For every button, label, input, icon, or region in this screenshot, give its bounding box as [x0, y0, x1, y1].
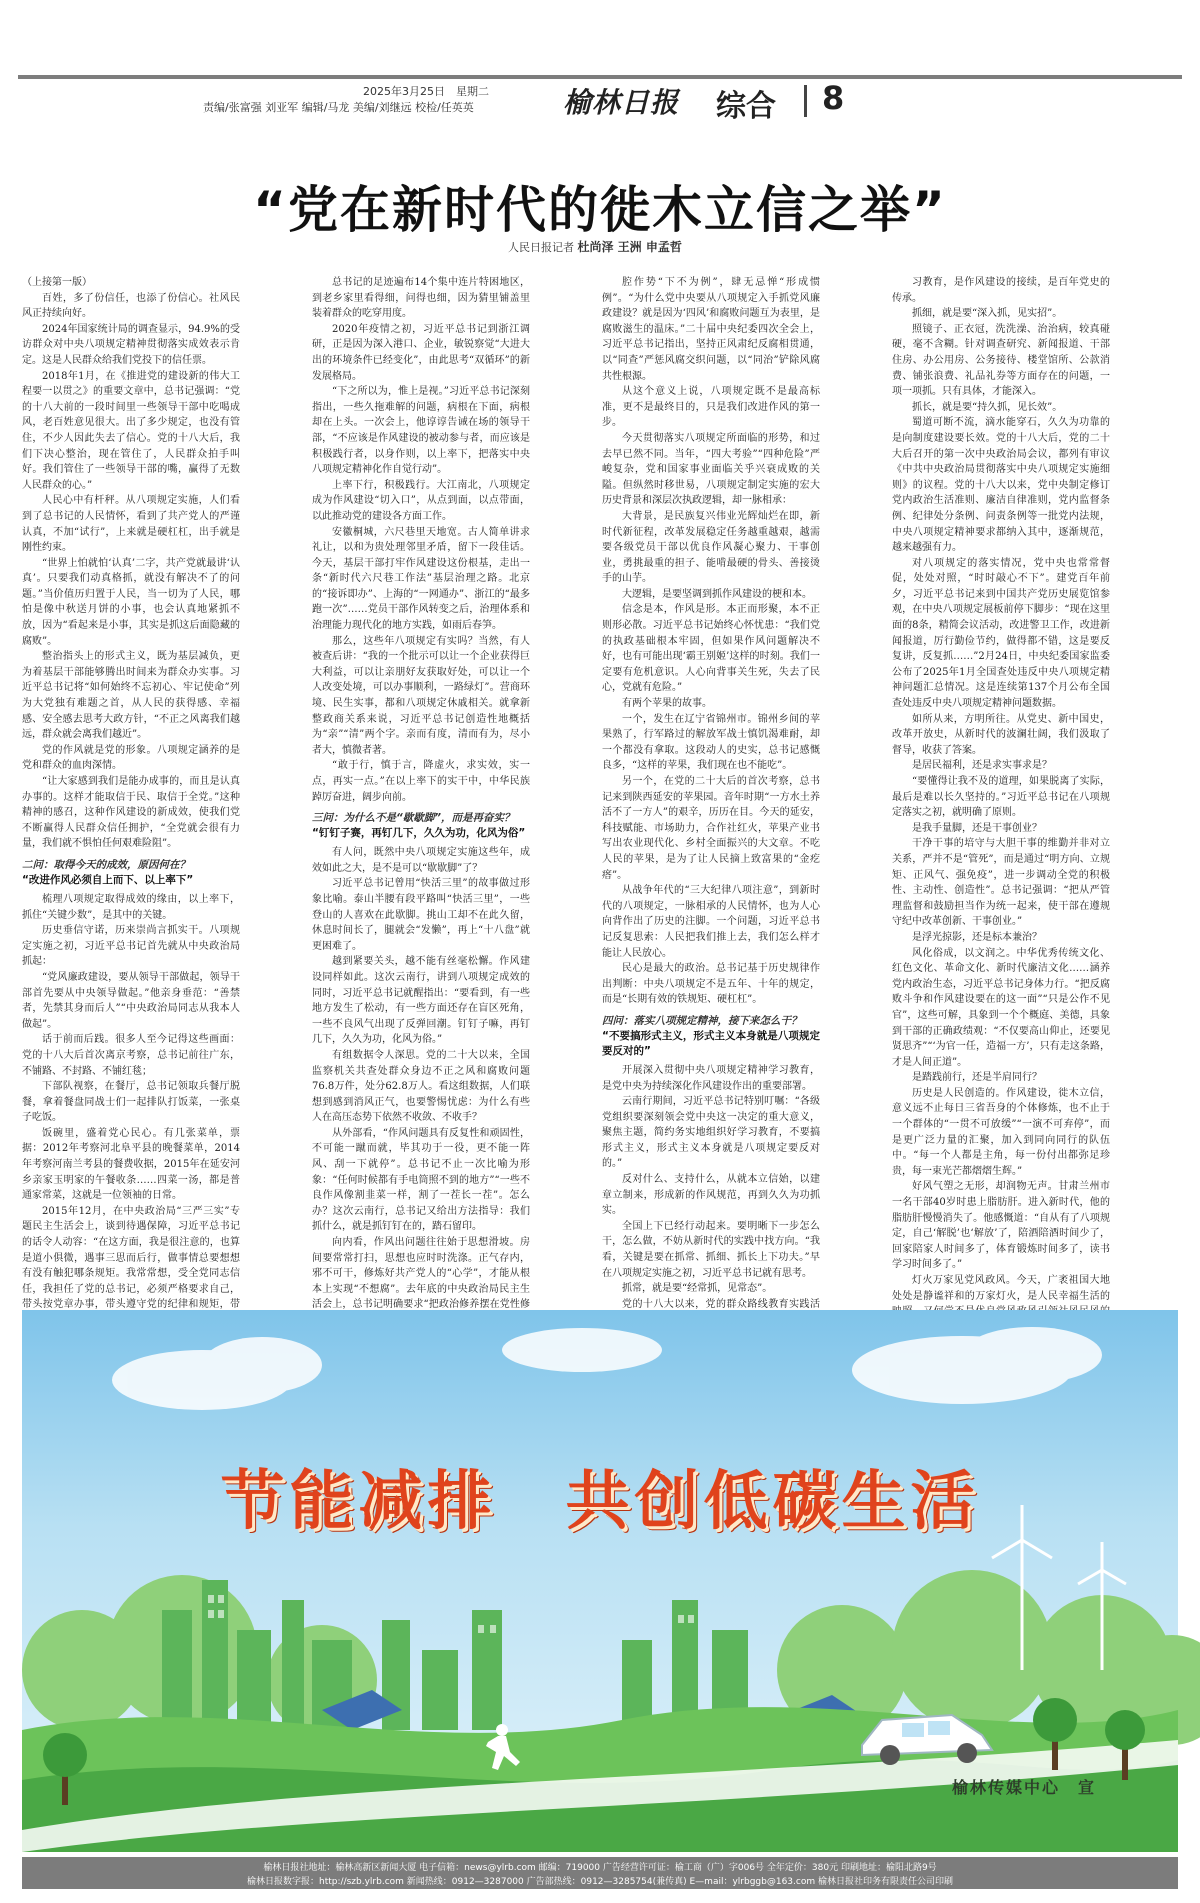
- subheading-question: 四问：落实八项规定精神，接下来怎么干？: [602, 1014, 802, 1027]
- article-paragraph: 是踏践前行，还是半肩同行？: [912, 1072, 1042, 1084]
- article-paragraph: 照镜子、正衣冠，洗洗澡、治治病，较真碰硬，毫不含糊。针对调查研究、新闻报道、干部住房、办公用房、公务接待、楼堂馆所、公款消费、铺张浪费、礼品礼券等方面存在的问题，一项一项抓。只有具体，才能深入。: [892, 323, 1110, 398]
- article-paragraph: 梳理八项规定取得成效的缘由，以上率下，抓住“关键少数”，是其中的关键。: [22, 893, 240, 921]
- article-paragraph: 云南行期间，习近平总书记特别叮嘱：“各级党组织要深刻领会党中央这一决定的重大意义，聚焦主题，简约务实地组织好学习教育，不要搞形式主义，形式主义本身就是八项规定要反对的。”: [602, 1096, 820, 1170]
- subheading-quote: “改进作风必须自上而下、以上率下”: [22, 873, 194, 886]
- subheading-quote: “钉钉子赛，再钉几下，久久为功，化风为俗”: [312, 827, 526, 840]
- subheading-question: 三问：为什么不是“歇歇脚”，而是再奋实？: [312, 812, 515, 825]
- article-paragraph: 如所从来，方明所往。从党史、新中国史，改革开放史，从新时代的波澜壮阔，我们汲取了督导，收获了答案。: [892, 713, 1110, 756]
- article-paragraph: 蜀道可断不流，滴水能穿石，久久为功靠的是向制度建设要长效。党的十八大后，党的二十大后召开的第一次中央政治局会议，都列有审议《中共中央政治局贯彻落实中央八项规定实施细则》的议程。党的十八大以来，党中央制定修订党内政治生活准则、廉洁自律准则，党内监督条例、纪律处分条例、问责条例等一批党内法规，中央八项规定精神要求都纳入其中，逐渐规范，越来越强有力。: [892, 417, 1110, 554]
- city-buildings: [162, 1580, 748, 1730]
- article-paragraph: 风化俗成，以文润之。中华优秀传统文化、红色文化、革命文化、新时代廉洁文化……涵养党内政治生态，习近平总书记身体力行。“把反腐败斗争和作风建设要在的这一面”“只是公作不见官”，这些可解，具象到一个个概庭、美德，具象到干部的正确政绩观：“不仅要高山仰止，还要见贤思齐”“‘为官一任，造福一方’，只有走这条路，才是人间正道”。: [892, 947, 1110, 1068]
- article-paragraph: 全国上下已经行动起来。要明晰下一步怎么干，怎么做，不妨从新时代的实践中找方向。“我看，关键是要在抓常、抓细、抓长上下功夫。”早在八项规定实施之初，习近平总书记就有思考。: [602, 1220, 820, 1279]
- article-paragraph: 历史是人民创造的。作风建设，徙木立信，意义远不止每日三省吾身的个体修炼，也不止于一个群体的“一贯不可放缓”“一演不可弃停”，而是更广泛力量的汇聚，加入到同向同行的队伍中。“每一个人都是主角，每一份付出都弥足珍贵，每一束光芒都熠熠生辉。”: [892, 1087, 1110, 1177]
- article-paragraph: 上率下行，积极践行。大江南北，八项规定成为作风建设“切入口”，从点到面，以点带面，以此推动党的建设各方面工作。: [312, 479, 530, 522]
- building-windows: [208, 1595, 694, 1633]
- article-paragraph: 党的十八大以来，党的群众路线教育实践活: [622, 1298, 820, 1310]
- article-paragraph: 2015年12月，在中央政治局“三严三实”专题民主生活会上，谈到待遇保障，习近平总书记的话令人动容：“在这方面，我是很注意的，也算是道小俱微，遇事三思而后行，做事情总要想想有没有触犯哪条规矩。我常常想，受全党同志信任，我担任了党的总书记，必须严格要求自己，带头按党章办事，带头遵守党的纪律和规矩，带: [22, 1205, 240, 1311]
- byline-prefix: 人民日报记者: [508, 241, 574, 254]
- article-paragraph: 有两个苹果的故事。: [622, 698, 712, 710]
- article-paragraph: 灯火万家见党风政风。今天，广袤祖国大地处处是静谧祥和的万家灯火，是人民幸福生活的: [892, 1275, 1110, 1302]
- article-column-3: [602, 275, 820, 1310]
- article-paragraph: 2020年疫情之初，习近平总书记到浙江调研，正是因为深入港口、企业，敏锐察觉“大进大出的环境条件已经变化”，由此思考“双循环”的新发展格局。: [312, 323, 530, 382]
- byline-names: 杜尚泽 王洲 申孟哲: [577, 240, 682, 254]
- article-paragraph: 好风气塑之无形，却润物无声。甘肃兰州市一名干部40岁时患上脂肪肝。进入新时代，他的脂肪肝慢慢消失了。他感慨道：“自从有了八项规定，自己‘解脱’也‘解放’了，陪酒陪酒时间少了，回家陪家人时间多了，体育锻炼时间多了，读书学习时间多了。”: [892, 1181, 1110, 1271]
- article-paragraph: 历史垂信守诺，历来崇尚言抓实干。八项规定实施之初，习近平总书记首先就从中央政治局抓起：: [22, 925, 240, 968]
- article-paragraph: （上接第一版）: [22, 277, 92, 288]
- article-paragraph: 那么，这些年八项规定有实吗？当然，有人被查后讲：“我的一个批示可以让一个企业获得巨大利益，可以让亲朋好友获取好处，可以让一个人改变处境，可以办事顺利，一路绿灯”。营商环境、民生实事，都和八项规定休戚相关。就拿新整政商关系来说，习近平总书记创造性地概括为“亲”“清”两个字。亲而有度，清而有为，尽小者大，慎微者著。: [312, 635, 530, 756]
- article-paragraph: 抓细，就是要“深入抓，见实招”。: [912, 308, 1063, 320]
- article-paragraph: “下之所以为，惟上是视。”习近平总书记深刻指出，一些久拖难解的问题，病根在下面，病根却在上头。一次会上，他谆谆告诫在场的领导干部，“不应该是作风建设的被动参与者，而应该是积极践行者，以身作则，以上率下，把落实中央八项规定精神化作自觉行动”。: [312, 386, 530, 476]
- article-paragraph: 越到紧要关头，越不能有丝毫松懈。作风建设同样如此。这次云南行，讲到八项规定成效的同时，习近平总书记就醒指出：“要看到，有一些地方发生了松动，有一些方面还存在盲区死角，一些不良风气出现了反弹回潮。钉钉子嘛，再钉几下，久久为功，化风为俗。”: [312, 956, 530, 1046]
- issue-date: 2025年3月25日 星期二: [363, 85, 489, 98]
- ad-illustration: [22, 1310, 1178, 1852]
- article-paragraph: 党的作风就是党的形象。八项规定涵养的是党和群众的血肉深情。: [22, 744, 240, 772]
- article-paragraph: 饭碗里，盛着党心民心。有几张菜单，票据：2012年考察河北阜平县的晚餐菜单，2014年考察河南兰考县的餐费收据，2015年在延安河乡亲家玉明家的午餐收条……四菜一汤，都是普通家常菜，这就是一位领袖的日常。: [22, 1127, 240, 1202]
- section-subheading: [312, 811, 530, 841]
- article-paragraph: 人民心中有杆秤。从八项规定实施，人们看到了总书记的人民情怀，看到了共产党人的严谨认真，不加“试行”，上来就是硬杠杠，出手就是刚性约束。: [22, 495, 240, 554]
- footer-line-1: 榆林日报社地址：榆林高新区新闻大厦 电子信箱：news@ylrb.com 邮编：719000 广告经营许可证：榆工商（广）字006号 全年定价：380元 印刷地址：榆阳北路9号: [263, 1863, 937, 1873]
- article-paragraph: 反对什么、支持什么，从就本立信始，以建章立制来，形成新的作风规范，再到久久为功抓实。: [602, 1174, 820, 1217]
- editor-credits: 责编/张富强 刘亚军 编辑/马龙 美编/刘继远 校检/任英英: [203, 101, 474, 114]
- article-column-2: [312, 275, 530, 1311]
- article-paragraph: 2024年国家统计局的调查显示，94.9%的受访群众对中央八项规定精神贯彻落实成效表示肯定。这是人民群众给我们党投下的信任票。: [22, 323, 240, 366]
- article-paragraph: “让大家感到我们是能办成事的，而且是认真办事的。这样才能取信于民、取信于全党。”这种精神的感召，这种作风建设的新成效，使我们党不断赢得人民群众信任拥护，“全党就会很有力量，我们就不惧怕任何艰难险阻”。: [22, 776, 240, 850]
- article-paragraph: 安徽桐城，六尺巷里天地宽。古人简单讲求礼让，以和为贵处理邻里矛盾，留下一段佳话。今天，基层干部打牢作风建设这份根基，走出一条“新时代六尺巷工作法”基层治理之路。北京的“接诉即办”、上海的“一网通办”、浙江的“最多跑一次”……党员干部作风转变之后，治理体系和治理能力现代化的地方实践，如雨后春笋。: [312, 526, 530, 632]
- cloud-shapes: [112, 1327, 1102, 1410]
- article-paragraph: “世界上怕就怕‘认真’二字，共产党就最讲‘认真’。只要我们动真格抓，就没有解决不了的问题。”当价值历归置于人民，当一切为了人民，哪怕是像中秋送月饼的小事，也会认真地紧抓不放，因为“看起来是小事，其实是抓这后面隐藏的腐败”。: [22, 557, 240, 647]
- article-paragraph: “党风廉政建设，要从领导干部做起，领导干部首先要从中央领导做起。”他亲身垂范：“善禁者，先禁其身而后人”“中央政治局同志从我本人做起”。: [22, 971, 240, 1030]
- article-paragraph: 腔作势“下不为例”，肆无忌惮“形成惯例”。“为什么党中央要从八项规定入手抓党风廉政建设？就是因为‘四风’和腐败问题互为表里，是腐败滋生的温床。”二十届中央纪委四次全会上，习近平总书记指出，坚持正风肃纪反腐相贯通，以“同查”严惩风腐交织问题，以“同治”铲除风腐共性根源。: [602, 277, 820, 382]
- article-paragraph: 从外部看，“作风问题具有反复性和顽固性，不可能一蹴而就，毕其功于一役，更不能一阵风、刮一下就停”。总书记不止一次比喻为形象：“任何时候都有手电筒照不到的地方”“一些不良作风像割韭菜一样，割了一茬长一茬”。怎么办？这次云南行，总书记又给出方法指导：我们抓什么，就是抓钉钉在的，踏石留印。: [312, 1127, 530, 1233]
- article-headline: “党在新时代的徙木立信之举”: [253, 181, 947, 239]
- subheading-question: 二问：取得今天的成效，原因何在？: [22, 858, 190, 871]
- article-column-4: [892, 275, 1110, 1303]
- footer-line-2: 榆林日报数字报：http://szb.ylrb.com 新闻热线：0912—3287000 广告部热线：0912—3285754(兼传真) E—mail：ylrbggb@163.com 榆林日报社印务有限责任公司印刷: [247, 1877, 953, 1887]
- section-name: 综合: [716, 89, 776, 124]
- article-paragraph: 有人问，既然中央八项规定实施这些年，成效如此之大，是不是可以“歇歇脚”了？: [312, 847, 530, 874]
- article-paragraph: 下部队视察，在餐厅，总书记领取兵餐厅脱餐，拿着餐盘同战士们一起排队打饭菜，一张桌子吃饭。: [22, 1081, 240, 1124]
- masthead-rule: [18, 75, 1182, 79]
- section-subheading: [602, 1014, 820, 1059]
- article-paragraph: 大逻辑，是要坚调到抓作风建设的梗和本。: [622, 588, 812, 600]
- article-paragraph: 抓长，就是要“持久抓，见长效”。: [912, 401, 1063, 413]
- article-paragraph: 有组数据令人深思。党的二十大以来，全国监察机关共查处群众身边不正之风和腐败问题76.8万件，处分62.8万人。看这组数据，人们联想到感到消风正气，也要警惕忧虑：为什么有些人在高压态势下依然不收敛、不收手？: [312, 1049, 530, 1124]
- article-paragraph: 今天贯彻落实八项规定所面临的形势，和过去早已然不同。当年，“四大考验”“四种危险”严峻复杂，党和国家事业面临关乎兴衰成败的关隘。但纵然时移世易，八项规定制定实施的宏大历史背景和深层次执政逻辑，却一脉相承：: [602, 432, 820, 507]
- page-masthead: [18, 75, 1182, 123]
- article-paragraph: 从战争年代的“三大纪律八项注意”，到新时代的八项规定，一脉相承的人民情怀，也为人心向背作出了历史的注脚。一个问题，习近平总书记反复思索：人民把我们推上去，我们怎么样才能让人民放心。: [602, 885, 820, 959]
- newspaper-logo: 榆林日报: [563, 86, 680, 119]
- article-paragraph: “敢于行，慎于言，降虚火，求实效，实一点，再实一点。”在以上率下的实干中，中华民族踔厉奋进，阔步向前。: [312, 760, 530, 803]
- article-column-1: [22, 275, 240, 1311]
- article-paragraph: 是我手量脚，还是干事创业？: [912, 822, 1042, 834]
- article-paragraph: 习近平总书记曾用“快活三里”的故事做过形象比喻。泰山半腰有段平路叫“快活三里”，一些登山的人喜欢在此歇脚。挑山工却不在此久留，休息时间长了，腿就会“发懒”，再上“十八盘”就更困难了。: [312, 878, 530, 952]
- article-paragraph: 一个，发生在辽宁省锦州市。锦州乡间的苹果熟了，行军路过的解放军战士慎饥渴难耐，却一个都没有拿取。这段动人的史实，总书记感慨良多，“这样的苹果，我们现在也不能吃”。: [602, 713, 820, 772]
- article-byline: [508, 238, 682, 255]
- article-paragraph: 百姓，多了份信任，也添了份信心。社风民风正持续向好。: [22, 292, 240, 320]
- article-paragraph: 整治指头上的形式主义，既为基层减负，更为着基层干部能够腾出时间来为群众办实事。习近平总书记将“如何始终不忘初心、牢记使命”列为大党独有难题之首，从人民的获得感、幸福感、安全感去思考大政方针，“不正之风离我们越远，群众就会离我们越近”。: [22, 651, 240, 741]
- article-paragraph: “要懂得让我不及的道理，如果脱离了实际，最后是难以长久坚持的。”习近平总书记在八项规定落实之初，就明确了原则。: [892, 776, 1110, 819]
- article-paragraph: 干净干事的培守与大胆干事的维勤并非对立关系，严并不是“管死”，而是通过“明方向、立规矩、正风气、强免疫”，进一步调动全党的积极性、主动性、创造性”。总书记强调：“把从严管理监督和鼓励担当作为统一起来，使干部在遵规守纪中改革创新、干事创业。”: [892, 838, 1110, 928]
- masthead-divider: [804, 85, 807, 117]
- article-paragraph: 另一个，在党的二十大后的首次考察，总书记来到陕西延安的苹果园。音年时期“一方水土养活不了一方人”的艰辛，历历在目。今天的延安，科技赋能、市场助力，合作社红火，苹果产业书写出农业现代化、乡村全面振兴的大文章。不吃人民的苹果，是为了让人民摘上致富果的“金疙瘩”。: [602, 776, 820, 881]
- article-paragraph: 向内看，作风出问题往往始于思想滑坡。房间要常常打扫，思想也应时时洗涤。正气存内，邪不可干，修炼好共产党人的“心学”，才能从根本上实现“不想腐”。去年底的中央政治局民主生活会上，总书记明确要求“把政治修养摆在党性修: [312, 1237, 530, 1311]
- article-paragraph: 开展深入贯彻中央八项规定精神学习教育，是党中央为持续深化作风建设作出的重要部署。: [602, 1064, 820, 1092]
- section-subheading: [22, 858, 240, 888]
- article-paragraph: 从这个意义上说，八项规定既不是最高标准，更不是最终目的，只是我们改进作风的第一步。: [602, 386, 820, 429]
- article-paragraph: 是浮光掠影，还是标本兼治？: [912, 931, 1042, 943]
- article-body: [22, 275, 1182, 1311]
- article-paragraph: 民心是最大的政治。总书记基于历史规律作出判断：中央八项规定不是五年、十年的规定，而是“长期有效的铁规矩、硬杠杠”。: [602, 963, 820, 1006]
- article-paragraph: 对八项规定的落实情况，党中央也常常督促，处处对照，“时时敲心不下”。建党百年前夕，习近平总书记来到中国共产党历史展览馆参观，在中央八项规定展板前停下脚步：“现在这里面的8条，精简会议活动，改进警卫工作，改进新闻报道，厉行勤俭节约，做得都不错，这是要反复讲，反复抓……”2月24日，中央纪委国家监委公布了2025年1月全国查处违反中央八项规定精神问题汇总情况。这是连续第137个月公布全国查处违反中央八项规定精神问题数据。: [892, 557, 1110, 710]
- article-paragraph: 习教育，是作风建设的接续，是百年党史的传承。: [892, 277, 1110, 304]
- article-paragraph: 是居民福利，还是求实事求是？: [912, 760, 1052, 772]
- article-paragraph: 总书记的足迹遍布14个集中连片特困地区，到老乡家里看得细，问得也细，因为猜里铺盖里装着群众的吃穿用度。: [312, 277, 530, 320]
- article-paragraph: 话于前而后践。很多人至今记得这些画面：党的十八大后首次离京考察，总书记前往广东，不铺路、不封路、不铺红毯；: [22, 1034, 240, 1077]
- public-service-ad: [22, 1310, 1178, 1852]
- article-paragraph: 抓常，就是要“经常抓，见常态”。: [622, 1283, 773, 1295]
- ad-credit: 榆林传媒中心 宣: [952, 1778, 1097, 1797]
- page-number: 8: [822, 79, 845, 117]
- article-paragraph: 大背景，是民族复兴伟业光辉灿烂在即，新时代新征程，改革发展稳定任务越重越艰，越需要各级党员干部以优良作风凝心聚力、干事创业，勇挑最重的担子、能啃最硬的骨头、善接烫手的山芋。: [602, 510, 820, 585]
- article-paragraph: 2018年1月，在《推进党的建设新的伟大工程要一以贯之》的重要文章中，总书记强调：“党的十八大前的一段时间里一些领导干部中吃喝成风，老百姓意见很大。出了多少规定，也没有管住，不少人因此失去了信心。党的十八大后，我们下决心整治，现在管住了，人民群众拍手叫好。我们管住了一些领导干部的嘴，赢得了无数人民群众的心。”: [22, 370, 240, 491]
- page-footer: [22, 1857, 1178, 1889]
- article-paragraph: 信念是本，作风是形。本正而形聚，本不正则形必散。习近平总书记始终心怀忧患：“我们党的执政基础根本牢固，但如果作风问题解决不好，也有可能出现‘霸王别姬’这样的时刻。我们一定要有危机意识。人心向背事关生死，失去了民心，党就有危险。”: [602, 604, 820, 694]
- subheading-quote: “不要搞形式主义，形式主义本身就是八项规定要反对的”: [602, 1029, 820, 1057]
- ad-slogan: 节能减排 共创低碳生活: [220, 1465, 980, 1539]
